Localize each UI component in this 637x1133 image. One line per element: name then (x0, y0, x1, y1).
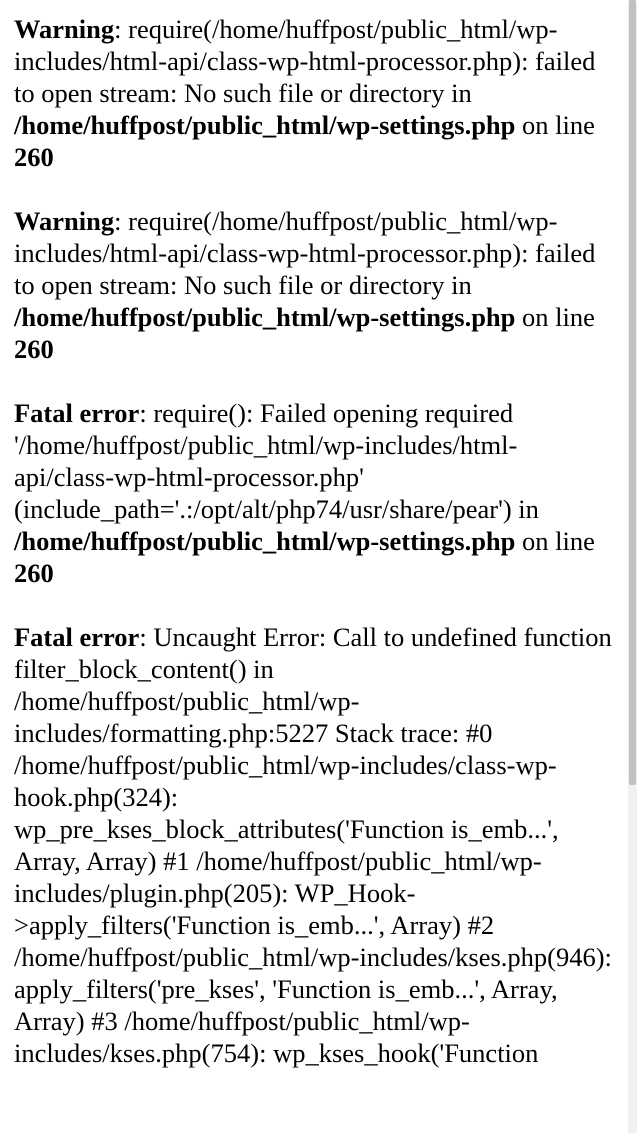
fatal-error-message-1 (14, 397, 614, 589)
error-line-number: 260 (14, 142, 54, 172)
fatal-error-label: Fatal error (14, 622, 140, 652)
on-line-text: on line (515, 526, 595, 556)
warning-text: : require(/home/huffpost/public_html/wp-includes/html-api/class-wp-html-processor.php): failed to open stream: No such file or directory in (14, 14, 596, 108)
warning-text: : require(/home/huffpost/public_html/wp-includes/html-api/class-wp-html-processor.php): failed to open stream: No such file or directory in (14, 206, 596, 300)
error-output (14, 13, 614, 1069)
fatal-error-text: : require(): Failed opening required '/home/huffpost/public_html/wp-includes/html-api/class-wp-html-processor.php' (include_path='.:/opt/alt/php74/usr/share/pear') in (14, 398, 539, 524)
on-line-text: on line (515, 110, 595, 140)
warning-label: Warning (14, 14, 115, 44)
error-file-path: /home/huffpost/public_html/wp-settings.php (14, 302, 516, 332)
fatal-error-label: Fatal error (14, 398, 140, 428)
line-break (14, 173, 614, 205)
on-line-text: on line (515, 302, 595, 332)
line-break (14, 365, 614, 397)
error-line-number: 260 (14, 558, 54, 588)
warning-label: Warning (14, 206, 115, 236)
error-file-path: /home/huffpost/public_html/wp-settings.php (14, 110, 516, 140)
warning-message-2 (14, 205, 614, 365)
error-file-path: /home/huffpost/public_html/wp-settings.php (14, 526, 516, 556)
fatal-error-stack-trace: : Uncaught Error: Call to undefined function filter_block_content() in /home/huffpost/public_html/wp-includes/formatting.php:5227 Stack trace: #0 /home/huffpost/public_html/wp-includes/class-wp-hook.php(324): wp_pre_kses_block_attributes('Function is_emb...', Array, Array) #1 /home/huffpost/public_html/wp-includes/plugin.php(205): WP_Hook->apply_filters('Function is_emb...', Array) #2 /home/huffpost/public_html/wp-includes/kses.php(946): apply_filters('pre_kses', 'Function is_emb...', Array, Array) #3 /home/huffpost/public_html/wp-includes/kses.php(754): wp_kses_hook('Function (14, 622, 612, 1068)
fatal-error-message-2 (14, 621, 614, 1069)
scrollbar-thumb[interactable] (629, 0, 636, 785)
error-line-number: 260 (14, 334, 54, 364)
vertical-scrollbar[interactable] (628, 0, 637, 1133)
warning-message-1 (14, 13, 614, 173)
line-break (14, 589, 614, 621)
